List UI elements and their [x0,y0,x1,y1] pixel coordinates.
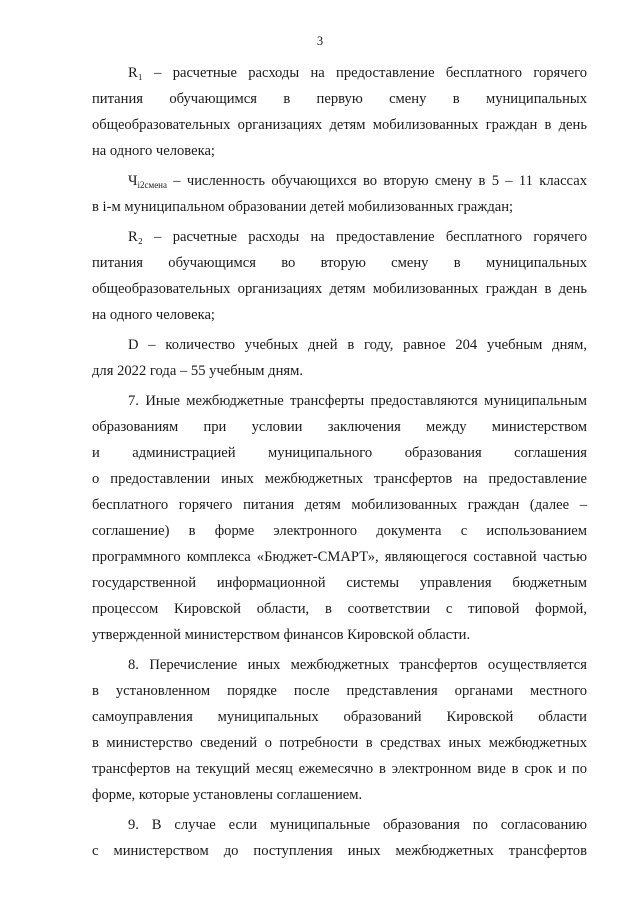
symbol: Ч [128,173,138,189]
text-line: 9. В случае если муниципальные образования по согласованию [128,817,587,833]
text-line: процессом Кировской области, в соответствии с типовой формой, [92,601,587,617]
text-line: утвержденной министерством финансов Кировской области. [92,627,471,643]
text-line: самоуправления муниципальных образований Кировской области [92,709,587,725]
symbol-subscript: i2смена [137,180,167,190]
text-line: в i-м муниципальном образовании детей мобилизованных граждан; [92,199,514,215]
text-line: 8. Перечисление иных межбюджетных трансфертов осуществляется [128,657,587,673]
text-line: на одного человека; [92,143,215,159]
text-line: R₁ – расчетные расходы на предоставление бесплатного горячего [128,65,587,81]
text-line: общеобразовательных организациях детям мобилизованных граждан в день [92,281,587,297]
page-number: 3 [316,34,324,48]
text-line: трансфертов на текущий месяц ежемесячно в электронном виде в срок и по [92,761,587,777]
text-line: питания обучающимся во вторую смену в муниципальных [92,255,587,271]
text-line: бесплатного горячего питания детям мобилизованных граждан (далее – [92,497,587,513]
text-line: с министерством до поступления иных межбюджетных трансфертов [92,843,587,859]
text-line: программного комплекса «Бюджет-СМАРТ», являющегося составной частью [92,549,587,565]
text-line: 7. Иные межбюджетные трансферты предоставляются муниципальным [128,393,587,409]
document-body [92,60,587,864]
text-line: государственной информационной системы управления бюджетным [92,575,587,591]
text-line: в министерство сведений о потребности в средствах иных межбюджетных [92,735,587,751]
text-line: D – количество учебных дней в году, равное 204 учебным дням, [128,337,587,353]
text-line: в установленном порядке после представления органами местного [92,683,587,699]
text-line: и администрацией муниципального образования соглашения [92,445,587,461]
text-line: общеобразовательных организациях детям мобилизованных граждан в день [92,117,587,133]
text-line: о предоставлении иных межбюджетных трансфертов на предоставление [92,471,587,487]
text-line: образованиям при условии заключения между министерством [92,419,587,435]
text-line: форме, которые установлены соглашением. [92,787,363,803]
line-text: – численность обучающихся во вторую смену в 5 – 11 классах [167,173,587,189]
text-line [92,168,587,194]
text-line: соглашение) в форме электронного документа с использованием [92,523,587,539]
text-line: питания обучающимся в первую смену в муниципальных [92,91,587,107]
text-line: для 2022 года – 55 учебным дням. [92,363,304,379]
text-line: на одного человека; [92,307,215,323]
text-line: R₂ – расчетные расходы на предоставление бесплатного горячего [128,229,587,245]
